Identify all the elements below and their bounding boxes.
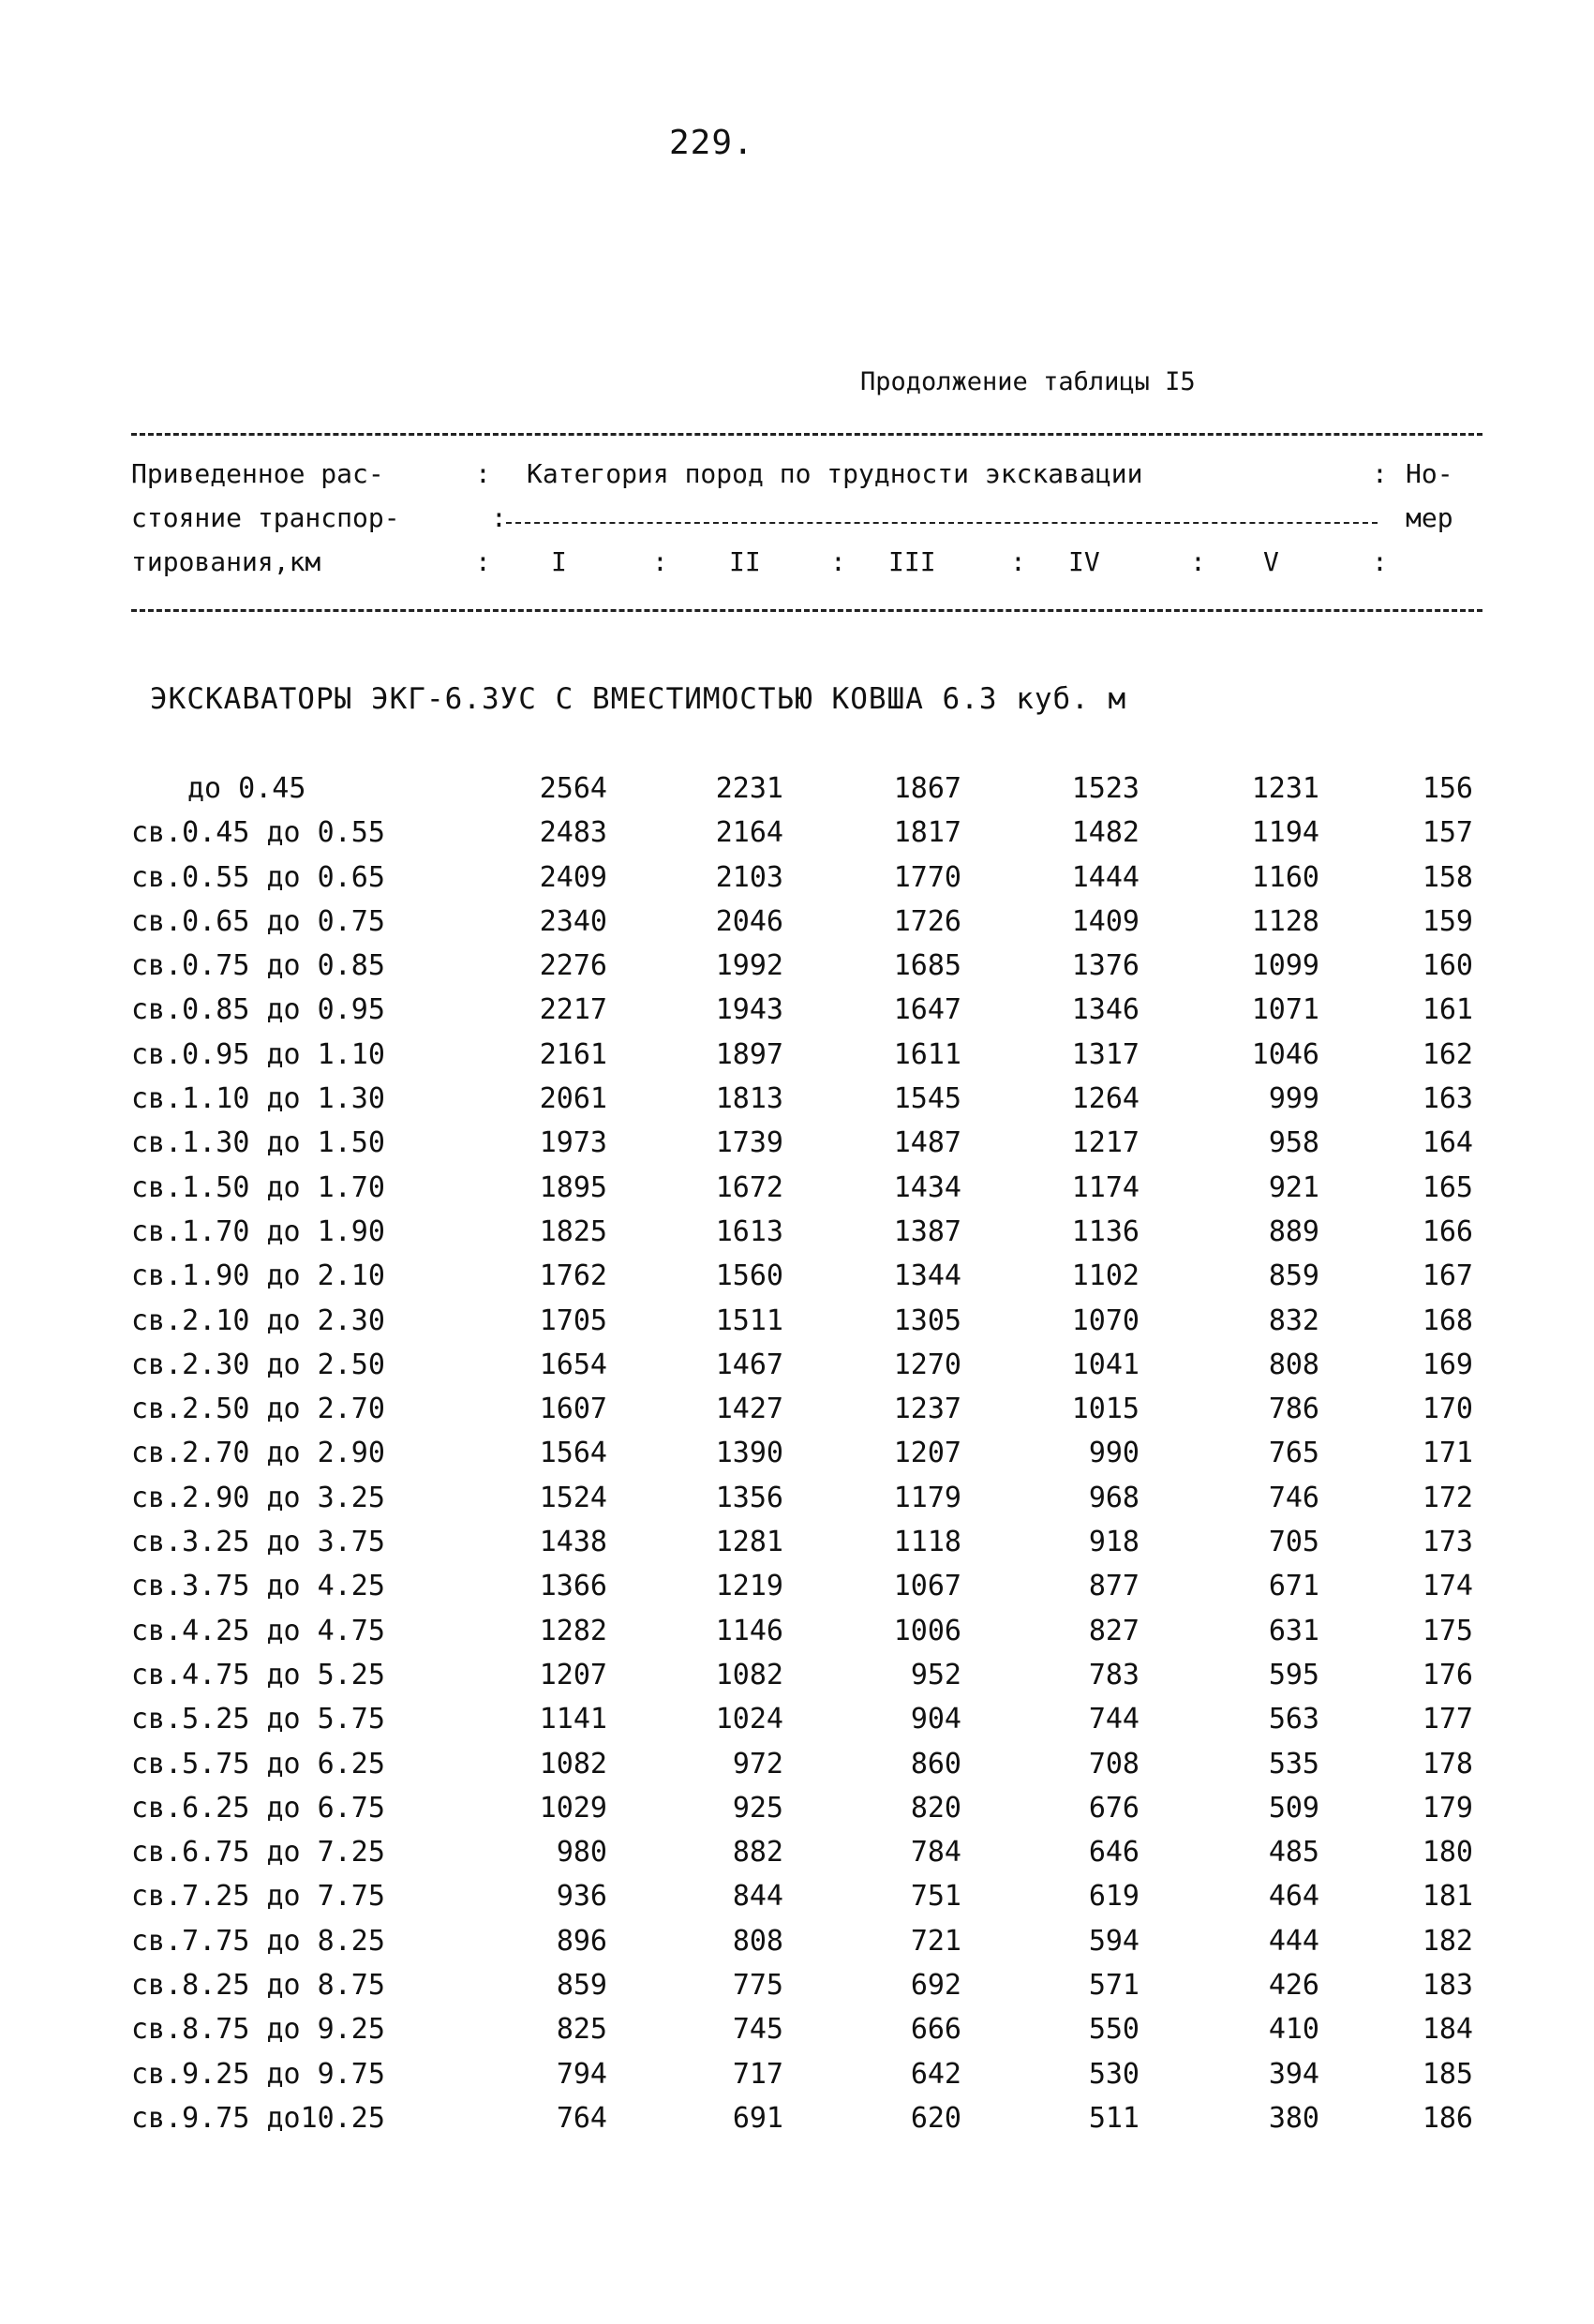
table-row (0, 856, 1594, 900)
category-3-value-cell: 904 (910, 1703, 961, 1736)
row-number-cell: 165 (1422, 1170, 1473, 1204)
category-5-value-cell: 1194 (1251, 816, 1319, 850)
table-row (0, 1077, 1594, 1121)
header-inner-rule (506, 522, 1378, 524)
row-number-cell: 156 (1422, 772, 1473, 805)
row-number-cell: 171 (1422, 1437, 1473, 1470)
category-5-value-cell: 808 (1268, 1348, 1319, 1381)
header-separator: : (475, 458, 491, 489)
distance-range-cell: св.0.85 до 0.95 (131, 993, 385, 1027)
table-row (0, 1609, 1594, 1653)
distance-range-cell: св.1.50 до 1.70 (131, 1170, 385, 1204)
category-2-value-cell: 1356 (715, 1481, 783, 1514)
table-row (0, 1697, 1594, 1741)
category-3-value-cell: 1726 (893, 904, 961, 938)
category-3-value-cell: 642 (910, 2057, 961, 2091)
category-2-value-cell: 1897 (715, 1037, 783, 1071)
category-1-value-cell: 2340 (539, 904, 607, 938)
category-2-value-cell: 691 (732, 2101, 783, 2135)
category-1-value-cell: 936 (556, 1880, 607, 1914)
category-5-value-cell: 535 (1268, 1747, 1319, 1780)
category-3-value-cell: 1867 (893, 772, 961, 805)
row-number-cell: 170 (1422, 1393, 1473, 1426)
distance-range-cell: св.1.90 до 2.10 (131, 1259, 385, 1293)
category-4-value-cell: 708 (1088, 1747, 1140, 1780)
category-5-value-cell: 746 (1268, 1481, 1319, 1514)
table-header-bottom-rule (131, 609, 1482, 612)
category-1-value-cell: 2217 (539, 993, 607, 1027)
category-4-value-cell: 646 (1088, 1836, 1140, 1870)
row-number-cell: 184 (1422, 2013, 1473, 2047)
header-category: Категория пород по трудности экскавации (527, 458, 1143, 489)
distance-range-cell: св.5.25 до 5.75 (131, 1703, 385, 1736)
category-1-value-cell: 825 (556, 2013, 607, 2047)
category-2-value-cell: 717 (732, 2057, 783, 2091)
category-1-value-cell: 1564 (539, 1437, 607, 1470)
category-5-value-cell: 671 (1268, 1570, 1319, 1603)
category-3-value-cell: 1305 (893, 1304, 961, 1337)
category-4-value-cell: 511 (1088, 2101, 1140, 2135)
table-row (0, 1476, 1594, 1520)
category-3-value-cell: 784 (910, 1836, 961, 1870)
category-5-value-cell: 485 (1268, 1836, 1319, 1870)
category-5-value-cell: 832 (1268, 1304, 1319, 1337)
row-number-cell: 167 (1422, 1259, 1473, 1293)
distance-range-cell: св.4.75 до 5.25 (131, 1658, 385, 1691)
table-row (0, 1166, 1594, 1210)
category-1-value-cell: 1282 (539, 1614, 607, 1647)
category-4-value-cell: 827 (1088, 1614, 1140, 1647)
category-1-value-cell: 1654 (539, 1348, 607, 1381)
distance-range-cell: св.2.90 до 3.25 (131, 1481, 385, 1514)
table-row (0, 944, 1594, 988)
category-4-value-cell: 1523 (1071, 772, 1140, 805)
category-4-value-cell: 1264 (1071, 1082, 1140, 1116)
category-3-value-cell: 1434 (893, 1170, 961, 1204)
category-4-value-cell: 550 (1088, 2013, 1140, 2047)
header-number-line-1: Но- (1406, 458, 1453, 489)
distance-range-cell: св.6.25 до 6.75 (131, 1791, 385, 1825)
distance-range-cell: св.9.25 до 9.75 (131, 2057, 385, 2091)
table-row (0, 1299, 1594, 1343)
category-4-value-cell: 1346 (1071, 993, 1140, 1027)
row-number-cell: 177 (1422, 1703, 1473, 1736)
header-distance-line-1: Приведенное рас- (131, 458, 384, 489)
category-2-value-cell: 1024 (715, 1703, 783, 1736)
category-2-value-cell: 1219 (715, 1570, 783, 1603)
category-4-value-cell: 1409 (1071, 904, 1140, 938)
category-1-value-cell: 2276 (539, 949, 607, 983)
table-row (0, 1919, 1594, 1963)
category-5-value-cell: 859 (1268, 1259, 1319, 1293)
table-row (0, 1343, 1594, 1387)
category-3-value-cell: 1545 (893, 1082, 961, 1116)
section-title: ЭКСКАВАТОРЫ ЭКГ-6.3УС С ВМЕСТИМОСТЬЮ КОВША 6.3 куб. м (150, 682, 1127, 716)
header-separator: : (491, 502, 507, 533)
category-2-value-cell: 882 (732, 1836, 783, 1870)
category-3-value-cell: 666 (910, 2013, 961, 2047)
category-2-value-cell: 775 (732, 1969, 783, 2003)
table-row (0, 988, 1594, 1032)
category-1-value-cell: 1762 (539, 1259, 607, 1293)
category-4-value-cell: 619 (1088, 1880, 1140, 1914)
distance-range-cell: св.3.75 до 4.25 (131, 1570, 385, 1603)
category-5-value-cell: 999 (1268, 1082, 1319, 1116)
category-2-value-cell: 972 (732, 1747, 783, 1780)
category-1-value-cell: 2483 (539, 816, 607, 850)
category-5-value-cell: 394 (1268, 2057, 1319, 2091)
header-category-III: III (888, 546, 936, 577)
distance-range-cell: св.2.70 до 2.90 (131, 1437, 385, 1470)
category-2-value-cell: 2103 (715, 860, 783, 894)
row-number-cell: 163 (1422, 1082, 1473, 1116)
page-number: 229. (669, 124, 754, 162)
category-3-value-cell: 1817 (893, 816, 961, 850)
category-1-value-cell: 1705 (539, 1304, 607, 1337)
category-2-value-cell: 1146 (715, 1614, 783, 1647)
category-5-value-cell: 380 (1268, 2101, 1319, 2135)
category-5-value-cell: 921 (1268, 1170, 1319, 1204)
category-1-value-cell: 1141 (539, 1703, 607, 1736)
category-5-value-cell: 509 (1268, 1791, 1319, 1825)
category-1-value-cell: 1825 (539, 1214, 607, 1248)
category-2-value-cell: 1672 (715, 1170, 783, 1204)
row-number-cell: 174 (1422, 1570, 1473, 1603)
category-2-value-cell: 1427 (715, 1393, 783, 1426)
header-category-I: I (551, 546, 567, 577)
category-1-value-cell: 1029 (539, 1791, 607, 1825)
category-3-value-cell: 1207 (893, 1437, 961, 1470)
category-4-value-cell: 1317 (1071, 1037, 1140, 1071)
row-number-cell: 169 (1422, 1348, 1473, 1381)
distance-range-cell: св.9.75 до10.25 (131, 2101, 385, 2135)
category-5-value-cell: 410 (1268, 2013, 1319, 2047)
table-row (0, 2096, 1594, 2140)
row-number-cell: 185 (1422, 2057, 1473, 2091)
header-separator: : (830, 546, 846, 577)
table-row (0, 767, 1594, 811)
row-number-cell: 159 (1422, 904, 1473, 938)
table-row (0, 1963, 1594, 2007)
category-4-value-cell: 1041 (1071, 1348, 1140, 1381)
category-3-value-cell: 820 (910, 1791, 961, 1825)
category-5-value-cell: 889 (1268, 1214, 1319, 1248)
category-3-value-cell: 1067 (893, 1570, 961, 1603)
row-number-cell: 172 (1422, 1481, 1473, 1514)
distance-range-cell: св.0.55 до 0.65 (131, 860, 385, 894)
category-4-value-cell: 1174 (1071, 1170, 1140, 1204)
category-2-value-cell: 925 (732, 1791, 783, 1825)
category-5-value-cell: 1231 (1251, 772, 1319, 805)
row-number-cell: 182 (1422, 1924, 1473, 1958)
table-row (0, 2007, 1594, 2051)
category-5-value-cell: 464 (1268, 1880, 1319, 1914)
category-1-value-cell: 1207 (539, 1658, 607, 1691)
category-1-value-cell: 1438 (539, 1526, 607, 1559)
category-3-value-cell: 1118 (893, 1526, 961, 1559)
category-4-value-cell: 918 (1088, 1526, 1140, 1559)
table-body (0, 767, 1594, 2140)
row-number-cell: 179 (1422, 1791, 1473, 1825)
category-2-value-cell: 1813 (715, 1082, 783, 1116)
table-row (0, 1564, 1594, 1608)
category-2-value-cell: 844 (732, 1880, 783, 1914)
category-3-value-cell: 1487 (893, 1126, 961, 1160)
distance-range-cell: св.3.25 до 3.75 (131, 1526, 385, 1559)
category-4-value-cell: 676 (1088, 1791, 1140, 1825)
header-number-line-2: мер (1406, 502, 1453, 533)
table-continuation-label: Продолжение таблицы I5 (860, 367, 1196, 396)
category-1-value-cell: 1524 (539, 1481, 607, 1514)
table-row (0, 1830, 1594, 1874)
category-2-value-cell: 1739 (715, 1126, 783, 1160)
distance-range-cell: св.7.25 до 7.75 (131, 1880, 385, 1914)
table-row (0, 1210, 1594, 1254)
category-5-value-cell: 426 (1268, 1969, 1319, 2003)
category-2-value-cell: 1082 (715, 1658, 783, 1691)
header-category-IV: IV (1068, 546, 1100, 577)
category-2-value-cell: 1560 (715, 1259, 783, 1293)
category-5-value-cell: 595 (1268, 1658, 1319, 1691)
distance-range-cell: св.1.30 до 1.50 (131, 1126, 385, 1160)
header-distance-line-3: тирования,км (131, 546, 321, 577)
category-3-value-cell: 1344 (893, 1259, 961, 1293)
distance-range-cell: св.8.75 до 9.25 (131, 2013, 385, 2047)
category-3-value-cell: 1611 (893, 1037, 961, 1071)
category-3-value-cell: 1179 (893, 1481, 961, 1514)
row-number-cell: 173 (1422, 1526, 1473, 1559)
table-row (0, 1121, 1594, 1165)
category-5-value-cell: 631 (1268, 1614, 1319, 1647)
category-5-value-cell: 563 (1268, 1703, 1319, 1736)
category-3-value-cell: 1387 (893, 1214, 961, 1248)
category-4-value-cell: 1376 (1071, 949, 1140, 983)
category-4-value-cell: 1136 (1071, 1214, 1140, 1248)
category-2-value-cell: 1943 (715, 993, 783, 1027)
row-number-cell: 160 (1422, 949, 1473, 983)
category-4-value-cell: 594 (1088, 1924, 1140, 1958)
category-2-value-cell: 1390 (715, 1437, 783, 1470)
distance-range-cell: св.2.10 до 2.30 (131, 1304, 385, 1337)
category-4-value-cell: 877 (1088, 1570, 1140, 1603)
distance-range-cell: св.0.95 до 1.10 (131, 1037, 385, 1071)
header-separator: : (1372, 546, 1388, 577)
category-1-value-cell: 896 (556, 1924, 607, 1958)
table-row (0, 1786, 1594, 1830)
category-3-value-cell: 751 (910, 1880, 961, 1914)
header-category-II: II (729, 546, 761, 577)
header-separator: : (1190, 546, 1206, 577)
row-number-cell: 176 (1422, 1658, 1473, 1691)
distance-range-cell: св.4.25 до 4.75 (131, 1614, 385, 1647)
category-4-value-cell: 1102 (1071, 1259, 1140, 1293)
table-row (0, 1742, 1594, 1786)
table-row (0, 1653, 1594, 1697)
row-number-cell: 164 (1422, 1126, 1473, 1160)
distance-range-cell: св.6.75 до 7.25 (131, 1836, 385, 1870)
header-separator: : (1372, 458, 1388, 489)
category-5-value-cell: 1128 (1251, 904, 1319, 938)
distance-range-cell: св.0.45 до 0.55 (131, 816, 385, 850)
category-5-value-cell: 705 (1268, 1526, 1319, 1559)
table-row (0, 1254, 1594, 1298)
category-5-value-cell: 1160 (1251, 860, 1319, 894)
category-3-value-cell: 721 (910, 1924, 961, 1958)
category-3-value-cell: 692 (910, 1969, 961, 2003)
distance-range-cell: до 0.45 (187, 772, 306, 805)
category-1-value-cell: 1607 (539, 1393, 607, 1426)
category-4-value-cell: 1217 (1071, 1126, 1140, 1160)
category-2-value-cell: 1281 (715, 1526, 783, 1559)
category-2-value-cell: 1613 (715, 1214, 783, 1248)
category-1-value-cell: 794 (556, 2057, 607, 2091)
category-4-value-cell: 1070 (1071, 1304, 1140, 1337)
category-1-value-cell: 859 (556, 1969, 607, 2003)
header-separator: : (475, 546, 491, 577)
header-category-V: V (1263, 546, 1279, 577)
category-4-value-cell: 1015 (1071, 1393, 1140, 1426)
category-4-value-cell: 530 (1088, 2057, 1140, 2091)
category-2-value-cell: 808 (732, 1924, 783, 1958)
category-5-value-cell: 1071 (1251, 993, 1319, 1027)
table-top-rule (131, 433, 1482, 436)
category-4-value-cell: 783 (1088, 1658, 1140, 1691)
table-row (0, 900, 1594, 944)
distance-range-cell: св.7.75 до 8.25 (131, 1924, 385, 1958)
distance-range-cell: св.8.25 до 8.75 (131, 1969, 385, 2003)
row-number-cell: 161 (1422, 993, 1473, 1027)
row-number-cell: 162 (1422, 1037, 1473, 1071)
distance-range-cell: св.0.75 до 0.85 (131, 949, 385, 983)
category-5-value-cell: 444 (1268, 1924, 1319, 1958)
category-1-value-cell: 2061 (539, 1082, 607, 1116)
category-3-value-cell: 1270 (893, 1348, 961, 1381)
category-1-value-cell: 2409 (539, 860, 607, 894)
category-1-value-cell: 2161 (539, 1037, 607, 1071)
distance-range-cell: св.2.50 до 2.70 (131, 1393, 385, 1426)
category-1-value-cell: 1973 (539, 1126, 607, 1160)
category-2-value-cell: 2164 (715, 816, 783, 850)
row-number-cell: 158 (1422, 860, 1473, 894)
category-3-value-cell: 952 (910, 1658, 961, 1691)
category-2-value-cell: 745 (732, 2013, 783, 2047)
distance-range-cell: св.0.65 до 0.75 (131, 904, 385, 938)
category-5-value-cell: 1046 (1251, 1037, 1319, 1071)
table-row (0, 1387, 1594, 1431)
category-2-value-cell: 1992 (715, 949, 783, 983)
category-5-value-cell: 765 (1268, 1437, 1319, 1470)
category-3-value-cell: 860 (910, 1747, 961, 1780)
table-row (0, 1874, 1594, 1918)
category-5-value-cell: 958 (1268, 1126, 1319, 1160)
category-4-value-cell: 744 (1088, 1703, 1140, 1736)
category-1-value-cell: 764 (556, 2101, 607, 2135)
row-number-cell: 175 (1422, 1614, 1473, 1647)
category-4-value-cell: 571 (1088, 1969, 1140, 2003)
table-row (0, 1431, 1594, 1475)
category-2-value-cell: 2231 (715, 772, 783, 805)
category-1-value-cell: 980 (556, 1836, 607, 1870)
distance-range-cell: св.5.75 до 6.25 (131, 1747, 385, 1780)
category-3-value-cell: 620 (910, 2101, 961, 2135)
header-separator: : (1010, 546, 1026, 577)
category-4-value-cell: 968 (1088, 1481, 1140, 1514)
category-3-value-cell: 1770 (893, 860, 961, 894)
distance-range-cell: св.1.10 до 1.30 (131, 1082, 385, 1116)
category-4-value-cell: 990 (1088, 1437, 1140, 1470)
row-number-cell: 183 (1422, 1969, 1473, 2003)
row-number-cell: 168 (1422, 1304, 1473, 1337)
row-number-cell: 180 (1422, 1836, 1473, 1870)
row-number-cell: 178 (1422, 1747, 1473, 1780)
distance-range-cell: св.2.30 до 2.50 (131, 1348, 385, 1381)
category-1-value-cell: 1366 (539, 1570, 607, 1603)
category-5-value-cell: 786 (1268, 1393, 1319, 1426)
table-row (0, 1033, 1594, 1077)
category-3-value-cell: 1237 (893, 1393, 961, 1426)
category-3-value-cell: 1006 (893, 1614, 961, 1647)
category-2-value-cell: 2046 (715, 904, 783, 938)
header-distance-line-2: стояние транспор- (131, 502, 400, 533)
category-4-value-cell: 1444 (1071, 860, 1140, 894)
table-row (0, 1520, 1594, 1564)
category-5-value-cell: 1099 (1251, 949, 1319, 983)
row-number-cell: 186 (1422, 2101, 1473, 2135)
row-number-cell: 181 (1422, 1880, 1473, 1914)
category-1-value-cell: 1895 (539, 1170, 607, 1204)
category-2-value-cell: 1467 (715, 1348, 783, 1381)
category-1-value-cell: 2564 (539, 772, 607, 805)
category-4-value-cell: 1482 (1071, 816, 1140, 850)
category-2-value-cell: 1511 (715, 1304, 783, 1337)
row-number-cell: 157 (1422, 816, 1473, 850)
category-3-value-cell: 1647 (893, 993, 961, 1027)
table-row (0, 2052, 1594, 2096)
table-row (0, 811, 1594, 855)
category-1-value-cell: 1082 (539, 1747, 607, 1780)
category-3-value-cell: 1685 (893, 949, 961, 983)
header-separator: : (652, 546, 668, 577)
distance-range-cell: св.1.70 до 1.90 (131, 1214, 385, 1248)
row-number-cell: 166 (1422, 1214, 1473, 1248)
